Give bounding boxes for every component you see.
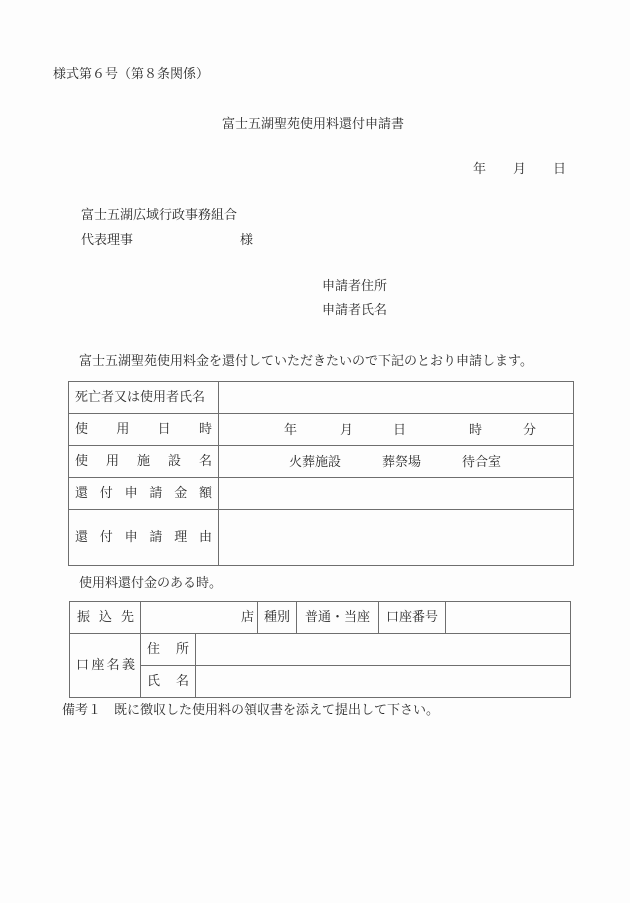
- label-account-number: 口座番号: [379, 602, 446, 634]
- option-crematorium[interactable]: 火葬施設: [289, 455, 342, 470]
- table-row-holder-address: [70, 634, 571, 666]
- field-account-type[interactable]: 普通・当座: [297, 602, 379, 634]
- field-refund-reason[interactable]: [219, 510, 574, 566]
- label-usage-datetime: 使 用 日 時: [69, 414, 219, 446]
- table-row-holder-name: [70, 666, 571, 698]
- table-row-facility: [69, 446, 574, 478]
- addressee-organization: 富士五湖広域行政事務組合: [81, 208, 238, 223]
- addressee-honorific: 様: [240, 233, 254, 248]
- datetime-year: 年: [284, 423, 298, 438]
- label-facility: 使 用 施 設 名: [69, 446, 219, 478]
- field-refund-amount[interactable]: [219, 478, 574, 510]
- label-account-type: 種別: [258, 602, 297, 634]
- table-row-refund-reason: [69, 510, 574, 566]
- field-holder-name[interactable]: [196, 666, 571, 698]
- addressee-position: 代表理事: [81, 233, 134, 248]
- table-row-refund-amount: [69, 478, 574, 510]
- date-year: 年: [473, 162, 487, 177]
- field-facility: [219, 446, 574, 478]
- field-holder-address[interactable]: [196, 634, 571, 666]
- table-row-usage-datetime: [69, 414, 574, 446]
- bank-table: [69, 601, 571, 698]
- label-account-holder: 口 座 名 義: [70, 634, 141, 698]
- table-row-deceased-name: [69, 382, 574, 414]
- main-table: [68, 381, 574, 566]
- applicant-address-label: 申請者住所: [322, 279, 388, 294]
- label-refund-amount: 還 付 申 請 金 額: [69, 478, 219, 510]
- label-holder-name: 氏 名: [141, 666, 196, 698]
- table-row-transfer: [70, 602, 571, 634]
- field-bank-branch[interactable]: [141, 602, 258, 634]
- datetime-month: 月: [340, 423, 354, 438]
- option-waiting-room[interactable]: 待合室: [462, 455, 502, 470]
- field-deceased-name[interactable]: [219, 382, 574, 414]
- form-number: 様式第６号（第８条関係）: [53, 67, 210, 82]
- datetime-hour: 時: [469, 423, 483, 438]
- refund-note: 使用料還付金のある時。: [79, 576, 223, 591]
- label-transfer-destination: 振 込 先: [70, 602, 141, 634]
- option-funeral-hall[interactable]: 葬祭場: [382, 455, 422, 470]
- label-holder-address: 住 所: [141, 634, 196, 666]
- datetime-day: 日: [393, 423, 407, 438]
- datetime-minute: 分: [523, 423, 537, 438]
- date-month: 月: [513, 162, 527, 177]
- field-usage-datetime[interactable]: [219, 414, 574, 446]
- remarks: 備考１ 既に徴収した使用料の領収書を添えて提出して下さい。: [62, 703, 440, 718]
- document-title: 富士五湖聖苑使用料還付申請書: [222, 117, 405, 132]
- applicant-name-label: 申請者氏名: [322, 303, 388, 318]
- branch-suffix: 店: [241, 610, 255, 625]
- date-day: 日: [553, 162, 567, 177]
- intro-text: 富士五湖聖苑使用料金を還付していただきたいので下記のとおり申請します。: [79, 354, 533, 369]
- field-account-number[interactable]: [446, 602, 571, 634]
- label-deceased-name: 死亡者又は使用者氏名: [69, 382, 219, 414]
- label-refund-reason: 還 付 申 請 理 由: [69, 510, 219, 566]
